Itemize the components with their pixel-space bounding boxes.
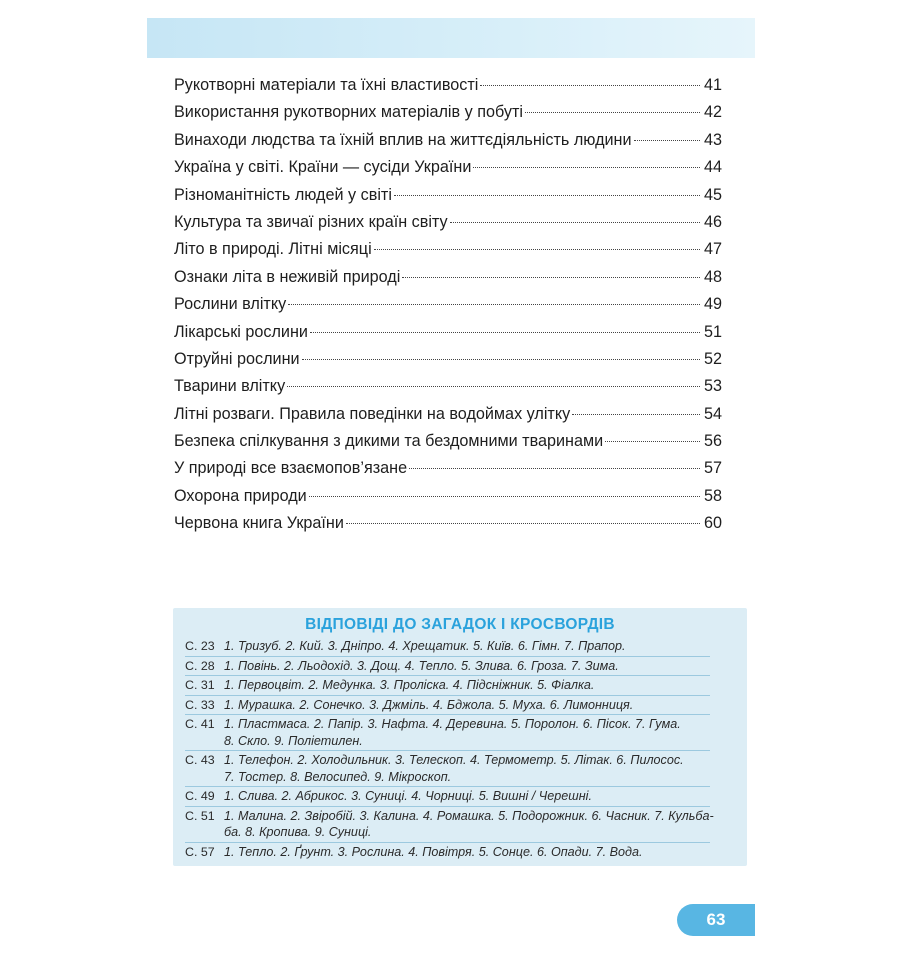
row-divider bbox=[185, 675, 710, 676]
toc-leader bbox=[572, 413, 700, 415]
toc-item-page: 48 bbox=[703, 267, 722, 286]
toc-item bbox=[174, 209, 722, 236]
header-band bbox=[147, 18, 755, 58]
toc-leader bbox=[473, 166, 700, 168]
answer-line: ба. 8. Кропива. 9. Суниці. bbox=[224, 825, 372, 839]
toc-item bbox=[174, 127, 722, 154]
toc-item-page: 56 bbox=[703, 432, 722, 451]
toc-item bbox=[174, 428, 722, 455]
toc-item-page: 42 bbox=[703, 103, 722, 122]
answer-row bbox=[185, 697, 741, 714]
answer-line: 1. Пластмаса. 2. Папір. 3. Нафта. 4. Деревина. 5. Поролон. 6. Пісок. 7. Гума. bbox=[224, 717, 681, 731]
answer-text bbox=[224, 808, 741, 841]
toc-leader bbox=[309, 495, 700, 497]
answer-page-ref: С. 57 bbox=[185, 844, 215, 859]
toc-item-title: Лікарські рослини bbox=[174, 322, 308, 341]
toc-item-page: 41 bbox=[703, 76, 722, 94]
toc-item-title: Безпека спілкування з дикими та бездомними тваринами bbox=[174, 432, 604, 451]
answer-text bbox=[224, 788, 741, 805]
answer-line: 7. Тостер. 8. Велосипед. 9. Мікроскоп. bbox=[224, 769, 452, 784]
answer-text bbox=[224, 638, 741, 655]
toc-leader bbox=[288, 303, 700, 305]
answers-box bbox=[173, 608, 747, 866]
answer-page-ref: С. 49 bbox=[185, 789, 215, 803]
toc-item bbox=[174, 510, 722, 537]
row-divider bbox=[185, 695, 710, 696]
toc-item-title: Рослини влітку bbox=[174, 295, 287, 314]
answer-page-ref: С. 28 bbox=[185, 658, 215, 673]
answers-list bbox=[185, 638, 741, 860]
toc-item-page: 60 bbox=[703, 514, 722, 533]
answer-row bbox=[185, 752, 741, 785]
answer-line: 1. Мурашка. 2. Сонечко. 3. Джміль. 4. Бджола. 5. Муха. 6. Лимонниця. bbox=[224, 697, 634, 712]
book-page bbox=[147, 18, 755, 940]
toc-leader bbox=[605, 440, 700, 442]
answer-row bbox=[185, 808, 741, 841]
answer-text bbox=[224, 716, 741, 749]
toc-item bbox=[174, 483, 722, 510]
answer-line: 1. Малина. 2. Звіробій. 3. Калина. 4. Ромашка. 5. Подорожник. 6. Часник. 7. Кульба- bbox=[224, 808, 714, 823]
toc-leader bbox=[346, 522, 700, 524]
answer-row bbox=[185, 638, 741, 655]
answer-line: 1. Тепло. 2. Ґрунт. 3. Рослина. 4. Повітря. 5. Сонце. 6. Опади. 7. Вода. bbox=[224, 844, 643, 859]
answer-page-ref: С. 33 bbox=[185, 697, 215, 712]
toc-item-title: Літні розваги. Правила поведінки на водоймах улітку bbox=[174, 404, 571, 423]
toc-leader bbox=[394, 194, 700, 196]
toc-item-page: 53 bbox=[703, 377, 722, 396]
answer-line: 1. Слива. 2. Абрикос. 3. Суниці. 4. Чорниці. 5. Вишні / Черешні. bbox=[224, 789, 592, 803]
toc-item-title: Охорона природи bbox=[174, 486, 307, 505]
answer-page-ref: С. 23 bbox=[185, 639, 215, 653]
toc-item bbox=[174, 455, 722, 482]
row-divider bbox=[185, 750, 710, 751]
toc-item bbox=[174, 373, 722, 400]
toc-item-page: 46 bbox=[703, 212, 722, 231]
answer-row bbox=[185, 677, 741, 694]
toc-item-title: Винаходи людства та їхній вплив на життєдіяльність людини bbox=[174, 130, 632, 149]
row-divider bbox=[185, 786, 710, 787]
toc-item bbox=[174, 154, 722, 181]
toc-item-title: Різноманітність людей у світі bbox=[174, 185, 392, 204]
answer-row bbox=[185, 788, 741, 805]
toc-item-page: 47 bbox=[703, 240, 722, 259]
toc-item-title: Україна у світі. Країни — сусіди України bbox=[174, 158, 472, 177]
toc-item-title: Літо в природі. Літні місяці bbox=[174, 240, 372, 259]
toc-item bbox=[174, 291, 722, 318]
toc-leader bbox=[310, 331, 700, 333]
toc-item-title: Рукотворні матеріали та їхні властивості bbox=[174, 76, 479, 94]
toc-leader bbox=[287, 385, 700, 387]
toc-item-page: 57 bbox=[703, 459, 722, 478]
answer-text bbox=[224, 752, 741, 785]
row-divider bbox=[185, 806, 710, 807]
toc-item bbox=[174, 182, 722, 209]
answer-line: 1. Телефон. 2. Холодильник. 3. Телескоп. 4. Термометр. 5. Літак. 6. Пилосос. bbox=[224, 753, 684, 767]
row-divider bbox=[185, 842, 710, 843]
answer-line: 1. Первоцвіт. 2. Медунка. 3. Проліска. 4. Підсніжник. 5. Фіалка. bbox=[224, 678, 595, 692]
toc-item-title: Отруйні рослини bbox=[174, 349, 300, 368]
toc-item-page: 54 bbox=[703, 404, 722, 423]
toc-item-title: Використання рукотворних матеріалів у побуті bbox=[174, 103, 523, 122]
toc-item bbox=[174, 236, 722, 263]
answer-row bbox=[185, 844, 741, 861]
toc-item bbox=[174, 99, 722, 126]
toc-item-page: 58 bbox=[703, 486, 722, 505]
answer-text bbox=[224, 697, 741, 714]
toc-leader bbox=[409, 467, 700, 469]
answer-page-ref: С. 41 bbox=[185, 717, 215, 731]
answer-line: 8. Скло. 9. Поліетилен. bbox=[224, 733, 363, 748]
toc-item-page: 51 bbox=[703, 322, 722, 341]
toc-item-title: У природі все взаємопов’язане bbox=[174, 459, 408, 478]
toc-leader bbox=[480, 84, 700, 86]
toc-item bbox=[174, 346, 722, 373]
toc-item bbox=[174, 72, 722, 99]
row-divider bbox=[185, 656, 710, 657]
toc-leader bbox=[450, 221, 700, 223]
answer-page-ref: С. 51 bbox=[185, 808, 215, 823]
answer-page-ref: С. 43 bbox=[185, 753, 215, 767]
page-number: 63 bbox=[677, 904, 755, 936]
toc-item bbox=[174, 319, 722, 346]
answer-text bbox=[224, 677, 741, 694]
toc-item-title: Червона книга України bbox=[174, 514, 344, 533]
toc-leader bbox=[302, 358, 700, 360]
toc-item-page: 43 bbox=[703, 130, 722, 149]
toc-item bbox=[174, 401, 722, 428]
toc-item bbox=[174, 264, 722, 291]
answer-page-ref: С. 31 bbox=[185, 678, 215, 692]
answers-title: ВІДПОВІДІ ДО ЗАГАДОК І КРОСВОРДІВ bbox=[305, 616, 615, 633]
table-of-contents bbox=[174, 72, 722, 538]
answer-text bbox=[224, 844, 741, 861]
toc-leader bbox=[374, 248, 700, 250]
answer-line: 1. Повінь. 2. Льодохід. 3. Дощ. 4. Тепло. 5. Злива. 6. Гроза. 7. Зима. bbox=[224, 658, 619, 673]
toc-leader bbox=[634, 139, 700, 141]
answer-row bbox=[185, 658, 741, 675]
toc-item-page: 52 bbox=[703, 349, 722, 368]
toc-item-page: 44 bbox=[703, 158, 722, 177]
toc-item-page: 49 bbox=[703, 295, 722, 314]
answer-text bbox=[224, 658, 741, 675]
toc-item-title: Тварини влітку bbox=[174, 377, 286, 396]
answer-row bbox=[185, 716, 741, 749]
toc-item-title: Ознаки літа в неживій природі bbox=[174, 267, 401, 286]
toc-item-title: Культура та звичаї різних країн світу bbox=[174, 212, 448, 231]
toc-leader bbox=[402, 276, 700, 278]
row-divider bbox=[185, 714, 710, 715]
toc-item-page: 45 bbox=[703, 185, 722, 204]
toc-leader bbox=[525, 111, 700, 113]
answer-line: 1. Тризуб. 2. Кий. 3. Дніпро. 4. Хрещатик. 5. Київ. 6. Гімн. 7. Прапор. bbox=[224, 639, 626, 653]
